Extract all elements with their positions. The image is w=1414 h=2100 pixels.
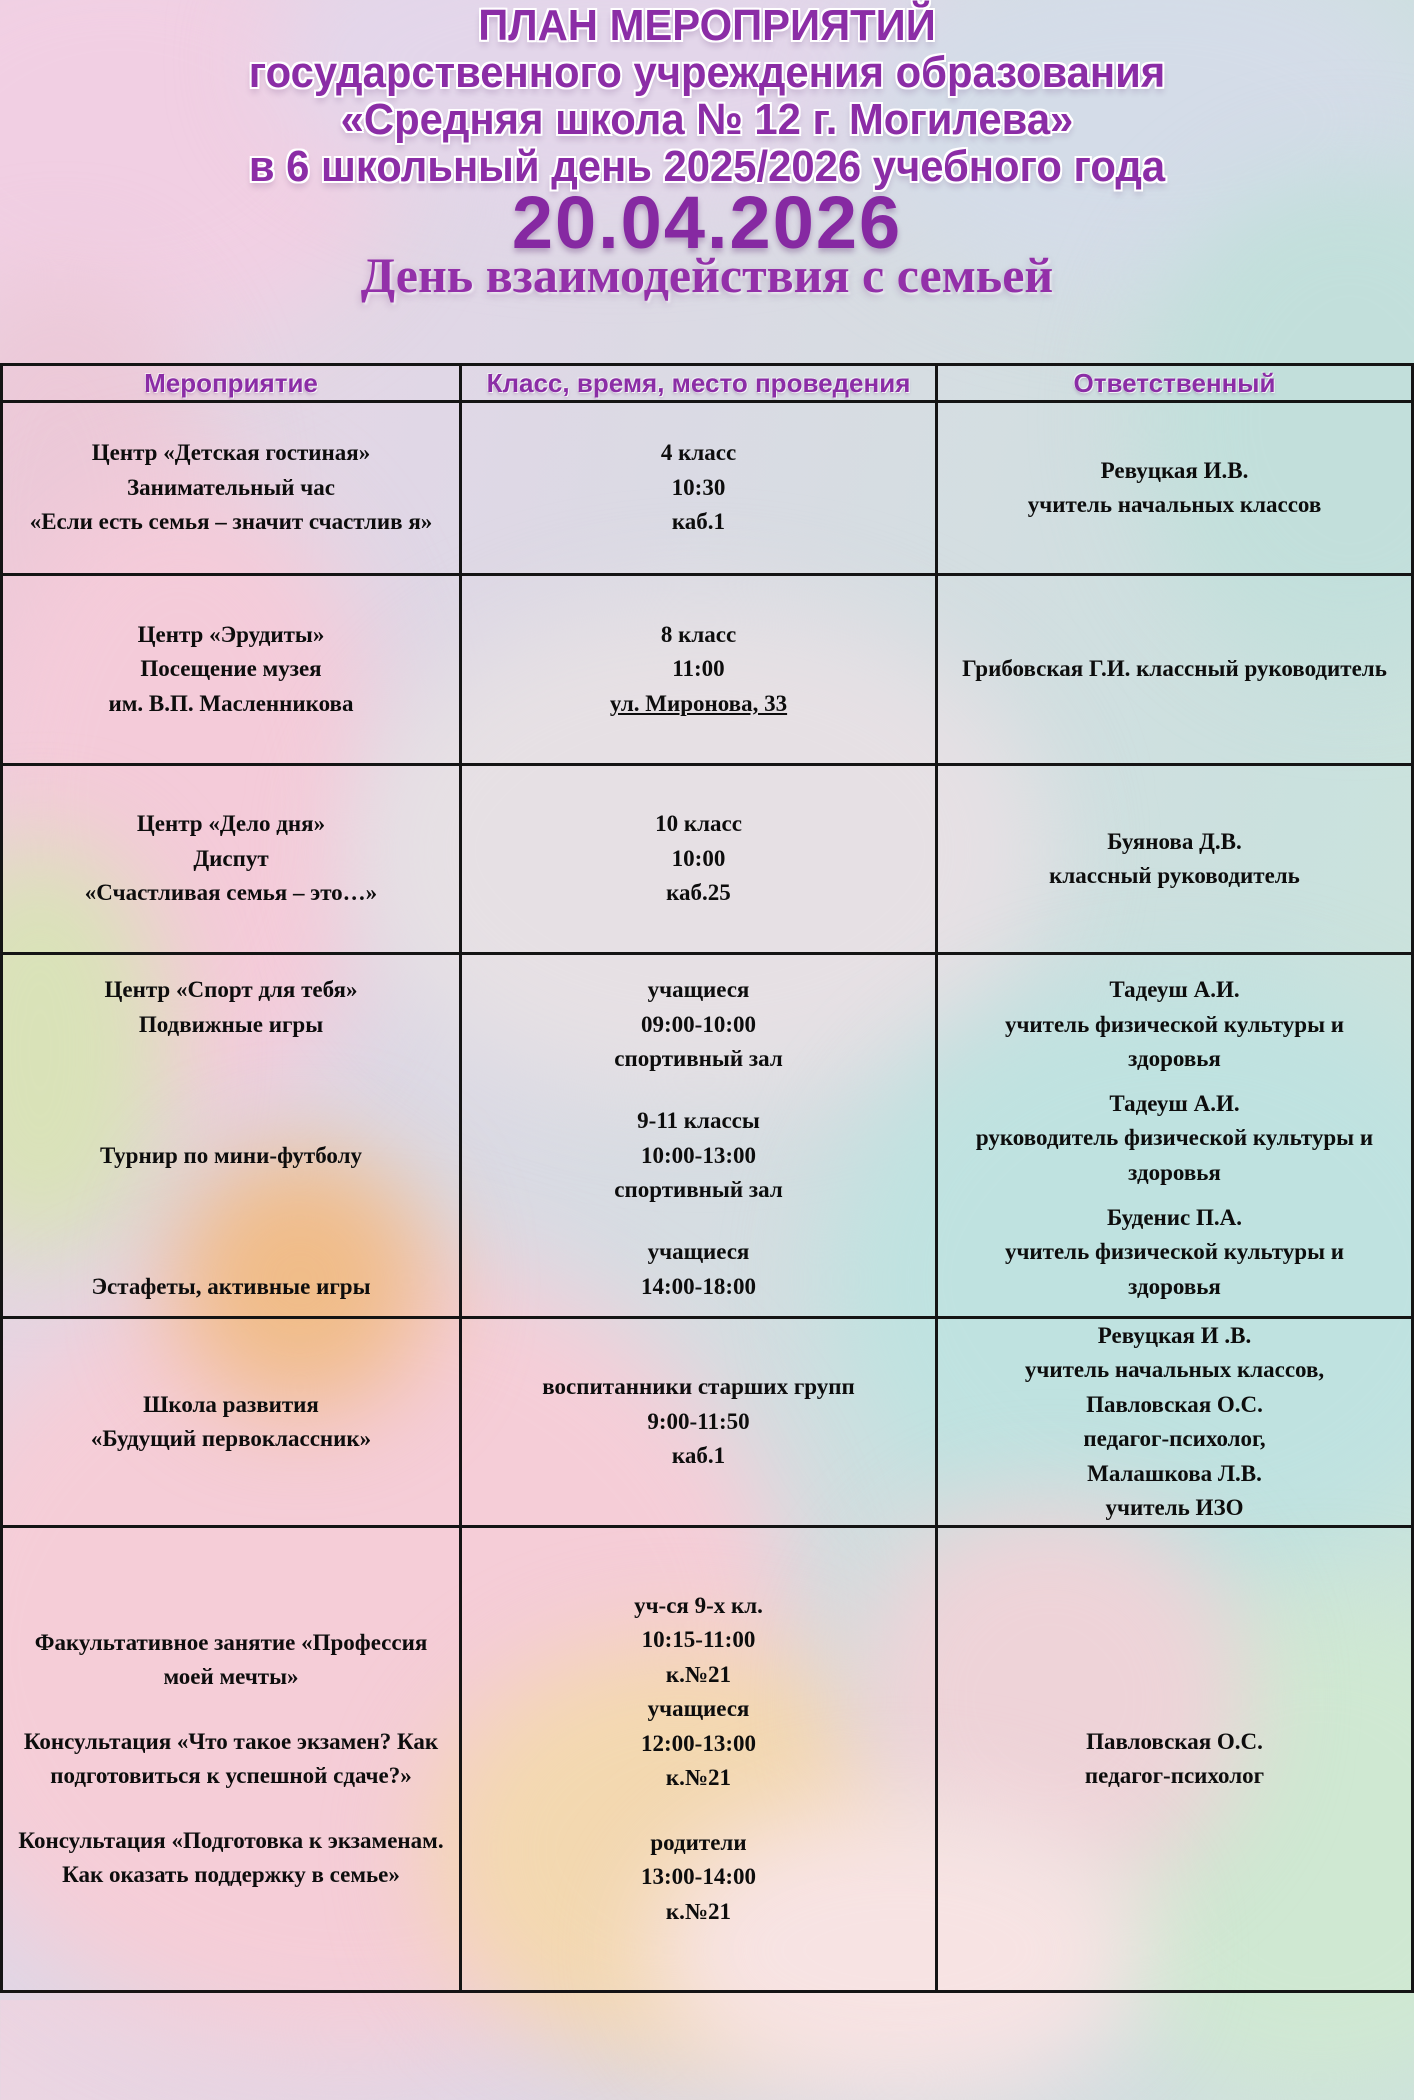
cell-paragraph	[30, 436, 433, 540]
cell-line: Буденис П.А.	[1107, 1204, 1242, 1230]
poster-header	[0, 0, 1414, 303]
school-name-line: «Средняя школа № 12 г. Могилева»	[340, 95, 1074, 144]
cell-paragraph	[1025, 1319, 1324, 1525]
cell-line: каб.25	[666, 880, 731, 906]
cell-line: Занимательный час	[126, 474, 335, 500]
cell-line: 09:00-10:00	[641, 1011, 756, 1037]
cell-line: Эстафеты, активные игры	[91, 1273, 371, 1299]
table-cell	[462, 403, 938, 573]
table-cell	[462, 955, 938, 1316]
cell-line: Буянова Д.В.	[1107, 828, 1242, 854]
cell-line: 11:00	[672, 656, 725, 682]
table-cell	[938, 766, 1414, 952]
cell-line: Центр «Детская гостиная»	[91, 440, 371, 466]
cell-paragraph	[109, 618, 354, 722]
cell-paragraph	[100, 1139, 362, 1174]
table-cell	[0, 766, 462, 952]
cell-line: учащиеся	[647, 1696, 750, 1722]
cell-line: Посещение музея	[140, 656, 322, 682]
cell-line: каб.1	[671, 509, 726, 535]
cell-line: 10:15-11:00	[641, 1627, 756, 1653]
cell-paragraph	[614, 973, 782, 1077]
cell-line: Грибовская Г.И. классный руководитель	[962, 656, 1387, 682]
cell-line: Павловская О.С.	[1086, 1391, 1263, 1417]
table-row	[0, 955, 1414, 1319]
cell-line: Тадеуш А.И.	[1109, 977, 1240, 1002]
school-day-line: в 6 школьный день 2025/2026 учебного года	[248, 142, 1166, 191]
cell-line: Павловская О.С.	[1086, 1728, 1263, 1754]
cell-line: 14:00-18:00	[641, 1273, 756, 1299]
cell-line: им. В.П. Масленникова	[108, 690, 354, 716]
cell-line: к.№21	[665, 1898, 732, 1924]
cell-line: 9:00-11:50	[647, 1408, 750, 1434]
cell-paragraph	[35, 1626, 428, 1695]
cell-line: Как оказать поддержку в семье»	[62, 1862, 400, 1887]
event-date: 20.04.2026	[511, 181, 903, 264]
cell-line: учитель начальных классов,	[1024, 1357, 1325, 1382]
cell-line: педагог-психолог,	[1083, 1426, 1266, 1451]
cell-paragraph	[614, 1104, 782, 1208]
table-cell	[0, 1528, 462, 1990]
cell-line: Турнир по мини-футболу	[99, 1142, 363, 1168]
cell-line: моей мечты»	[163, 1664, 299, 1689]
table-row	[0, 1528, 1414, 1993]
cell-line: ул. Миронова, 33	[609, 690, 788, 716]
cell-line: учитель ИЗО	[1105, 1495, 1244, 1520]
cell-paragraph	[542, 1370, 855, 1474]
cell-line: 10 класс	[655, 811, 742, 837]
cell-line: здоровья	[1128, 1159, 1221, 1185]
table-cell	[462, 576, 938, 763]
cell-line: Школа развития	[143, 1391, 319, 1417]
table-cell	[938, 576, 1414, 763]
cell-line: 10:30	[671, 474, 726, 500]
cell-paragraph	[1049, 825, 1300, 894]
cell-line: 10:00-13:00	[641, 1142, 756, 1168]
cell-line: классный руководитель	[1049, 863, 1300, 888]
table-body	[0, 403, 1414, 1993]
cell-paragraph	[610, 618, 787, 722]
cell-line: «Счастливая семья – это…»	[84, 880, 378, 906]
table-header-cell	[462, 366, 938, 400]
cell-line: Факультативное занятие «Профессия	[34, 1629, 428, 1655]
cell-line: Консультация «Подготовка к экзаменам.	[18, 1827, 444, 1853]
table-cell	[938, 1528, 1414, 1990]
cell-line: 12:00-13:00	[641, 1730, 756, 1756]
cell-paragraph	[976, 1087, 1373, 1191]
cell-paragraph	[105, 973, 358, 1042]
cell-paragraph	[1005, 973, 1344, 1077]
cell-line: 9-11 классы	[637, 1108, 760, 1133]
cell-line: Подвижные игры	[138, 1011, 324, 1037]
event-subtitle: День взаимодействия с семьей	[360, 247, 1054, 303]
cell-line: учащиеся	[647, 1239, 750, 1264]
cell-line: учитель физической культуры и	[1004, 1011, 1345, 1037]
cell-line: учитель начальных классов	[1027, 492, 1322, 517]
table-cell	[938, 403, 1414, 573]
cell-line: здоровья	[1128, 1273, 1221, 1299]
table-header-cell	[0, 366, 462, 400]
column-header-responsible: Ответственный	[1073, 367, 1276, 398]
cell-line: спортивный зал	[614, 1046, 783, 1071]
table-cell	[462, 766, 938, 952]
table-row	[0, 766, 1414, 955]
cell-line: к.№21	[665, 1765, 732, 1791]
table-cell	[0, 403, 462, 573]
cell-line: Консультация «Что такое экзамен? Как	[23, 1728, 439, 1754]
cell-line: уч-ся 9-х кл.	[634, 1592, 763, 1618]
cell-line: Центр «Дело дня»	[136, 811, 326, 837]
cell-line: Ревуцкая И.В.	[1100, 457, 1249, 483]
cell-line: Центр «Спорт для тебя»	[104, 977, 358, 1002]
table-cell	[938, 1319, 1414, 1525]
column-header-time-place: Класс, время, место проведения	[486, 367, 911, 398]
cell-paragraph	[661, 436, 736, 540]
cell-paragraph	[24, 1725, 438, 1794]
table-cell	[462, 1528, 938, 1990]
cell-line: учащиеся	[647, 977, 750, 1002]
cell-line: каб.1	[671, 1443, 726, 1469]
table-cell	[0, 1319, 462, 1525]
cell-line: подготовиться к успешной сдаче?»	[50, 1763, 412, 1788]
cell-paragraph	[1085, 1725, 1264, 1794]
cell-line: к.№21	[665, 1661, 732, 1687]
cell-paragraph	[18, 1824, 443, 1893]
cell-line: родители	[650, 1829, 747, 1855]
column-header-event: Мероприятие	[144, 367, 318, 398]
cell-paragraph	[1005, 1201, 1344, 1305]
cell-line: 4 класс	[660, 440, 737, 466]
institution-line: государственного учреждения образования	[248, 48, 1166, 97]
cell-paragraph	[962, 652, 1387, 687]
table-header-row	[0, 366, 1414, 403]
cell-paragraph	[641, 1235, 756, 1304]
cell-line: Ревуцкая И .В.	[1097, 1322, 1252, 1348]
events-table	[0, 363, 1414, 1993]
cell-paragraph	[91, 1388, 371, 1457]
cell-paragraph	[1028, 454, 1322, 523]
cell-line: руководитель физической культуры и	[975, 1125, 1374, 1151]
cell-line: Тадеуш А.И.	[1109, 1090, 1240, 1116]
cell-line: педагог-психолог	[1084, 1763, 1265, 1788]
cell-line: воспитанники старших групп	[542, 1374, 855, 1400]
cell-line: 13:00-14:00	[641, 1864, 756, 1890]
plan-title-line: ПЛАН МЕРОПРИЯТИЙ	[478, 1, 936, 50]
cell-line: здоровья	[1128, 1046, 1221, 1071]
cell-line: Малашкова Л.В.	[1087, 1460, 1262, 1486]
table-row	[0, 576, 1414, 766]
cell-line: «Если есть семья – значит счастлив я»	[29, 509, 433, 535]
cell-line: Центр «Эрудиты»	[137, 621, 325, 647]
cell-paragraph	[655, 807, 742, 911]
cell-line: 8 класс	[660, 621, 737, 647]
table-header-cell	[938, 366, 1414, 400]
cell-line: 10:00	[671, 845, 726, 871]
table-cell	[938, 955, 1414, 1316]
cell-line: «Будущий первоклассник»	[90, 1426, 372, 1451]
cell-line: Диспут	[193, 845, 269, 871]
cell-line: спортивный зал	[614, 1177, 783, 1202]
table-cell	[462, 1319, 938, 1525]
table-cell	[0, 955, 462, 1316]
cell-paragraph	[85, 807, 377, 911]
cell-paragraph	[641, 1826, 756, 1930]
table-cell	[0, 576, 462, 763]
cell-line: учитель физической культуры и	[1004, 1239, 1345, 1264]
table-row	[0, 1319, 1414, 1528]
cell-paragraph	[91, 1270, 370, 1305]
cell-paragraph	[634, 1589, 763, 1796]
table-row	[0, 403, 1414, 576]
